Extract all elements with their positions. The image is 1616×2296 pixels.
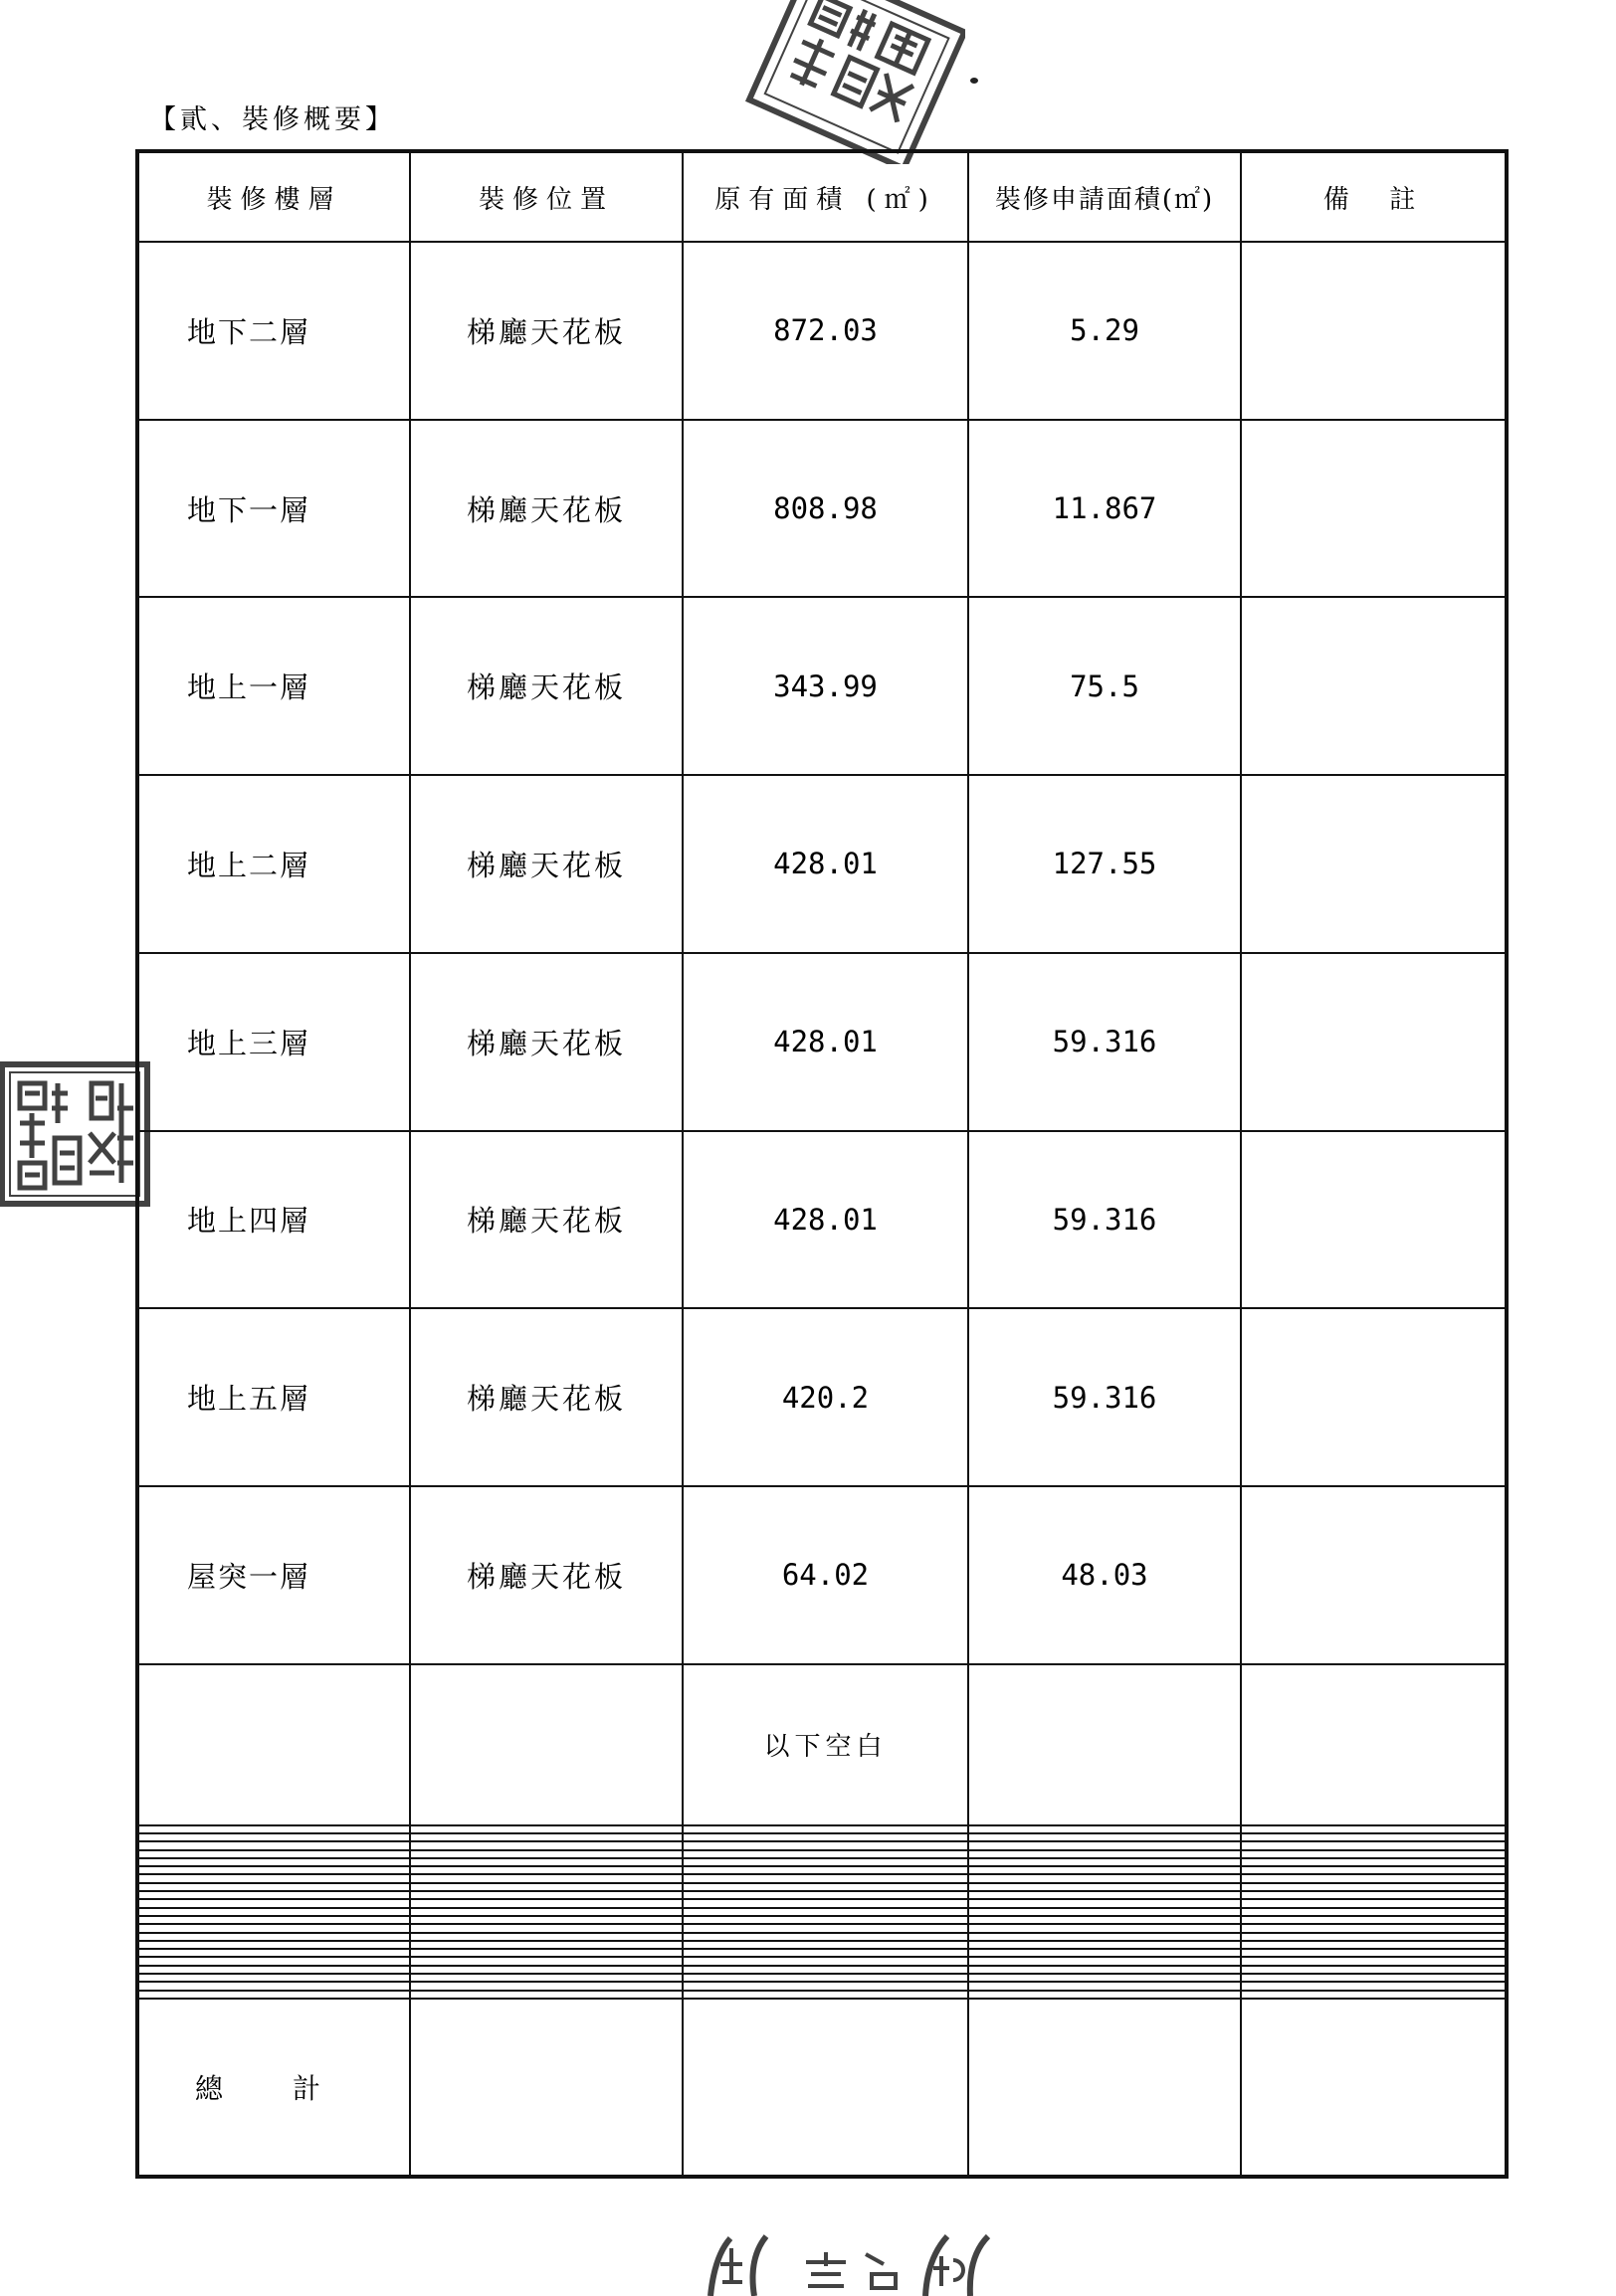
empty-cell <box>1241 1850 1507 1858</box>
empty-cell <box>683 1966 968 1974</box>
applied-area-cell: 127.55 <box>968 775 1241 953</box>
empty-cell <box>683 1833 968 1841</box>
position-cell: 梯廳天花板 <box>410 953 683 1131</box>
empty-cell <box>137 1883 410 1891</box>
empty-cell <box>683 1866 968 1874</box>
applied-area-cell: 5.29 <box>968 242 1241 420</box>
empty-cell <box>683 1949 968 1957</box>
floor-cell: 地下一層 <box>137 420 410 598</box>
empty-cell <box>968 1908 1241 1916</box>
empty-cell <box>137 1991 410 1999</box>
empty-cell <box>410 1941 683 1949</box>
empty-row <box>137 1966 1507 1974</box>
empty-row <box>137 1941 1507 1949</box>
empty-row <box>137 1891 1507 1899</box>
empty-row <box>137 1866 1507 1874</box>
original-area-cell: 872.03 <box>683 242 968 420</box>
floor-cell: 地上三層 <box>137 953 410 1131</box>
position-cell: 梯廳天花板 <box>410 420 683 598</box>
position-cell: 梯廳天花板 <box>410 1308 683 1486</box>
table-row <box>137 1308 1507 1486</box>
empty-cell <box>137 1850 410 1858</box>
empty-row <box>137 1841 1507 1849</box>
empty-cell <box>1241 1966 1507 1974</box>
table-header-row <box>137 151 1507 242</box>
empty-cell <box>410 1825 683 1833</box>
empty-cell <box>1241 1833 1507 1841</box>
empty-cell <box>410 1883 683 1891</box>
empty-cell <box>410 1858 683 1866</box>
remarks-cell <box>1241 1308 1507 1486</box>
empty-cell <box>1241 1891 1507 1899</box>
table-row <box>137 953 1507 1131</box>
empty-cell <box>137 1908 410 1916</box>
empty-row <box>137 1899 1507 1907</box>
remarks-cell <box>1241 1131 1507 1309</box>
empty-row <box>137 1874 1507 1882</box>
empty-cell <box>968 1966 1241 1974</box>
applied-area-cell: 59.316 <box>968 1308 1241 1486</box>
floor-cell: 地上五層 <box>137 1308 410 1486</box>
empty-cell <box>137 1891 410 1899</box>
blank-note-cell: 以下空白 <box>683 1664 968 1825</box>
empty-cell <box>683 1933 968 1941</box>
empty-cell <box>410 1991 683 1999</box>
empty-cell <box>683 1883 968 1891</box>
position-cell: 梯廳天花板 <box>410 242 683 420</box>
remarks-cell <box>1241 775 1507 953</box>
applied-area-cell: 11.867 <box>968 420 1241 598</box>
empty-cell <box>1241 1957 1507 1965</box>
empty-cell <box>968 1933 1241 1941</box>
empty-row <box>137 1916 1507 1924</box>
original-area-cell: 420.2 <box>683 1308 968 1486</box>
empty-cell <box>968 1974 1241 1982</box>
empty-cell <box>683 1825 968 1833</box>
empty-cell <box>683 1891 968 1899</box>
empty-cell <box>137 1899 410 1907</box>
empty-cell <box>410 1850 683 1858</box>
empty-row <box>137 1933 1507 1941</box>
empty-cell <box>410 1833 683 1841</box>
empty-cell <box>1241 1916 1507 1924</box>
position-cell: 梯廳天花板 <box>410 1131 683 1309</box>
empty-cell <box>410 1908 683 1916</box>
ink-speck <box>970 78 978 84</box>
position-cell: 梯廳天花板 <box>410 775 683 953</box>
empty-cell <box>410 1874 683 1882</box>
applied-area-cell: 75.5 <box>968 597 1241 775</box>
empty-cell <box>968 1874 1241 1882</box>
empty-cell <box>683 1916 968 1924</box>
seal-stamp-left <box>0 1058 151 1210</box>
empty-cell <box>137 1664 410 1825</box>
empty-row <box>137 1883 1507 1891</box>
blank-note-row <box>137 1664 1507 1825</box>
empty-cell <box>1241 1858 1507 1866</box>
empty-cell <box>968 1916 1241 1924</box>
applied-area-cell: 59.316 <box>968 1131 1241 1309</box>
empty-cell <box>137 1866 410 1874</box>
original-area-cell: 808.98 <box>683 420 968 598</box>
floor-cell: 地上一層 <box>137 597 410 775</box>
empty-cell <box>683 1874 968 1882</box>
empty-cell <box>683 1974 968 1982</box>
empty-cell <box>1241 1841 1507 1849</box>
empty-cell <box>683 1957 968 1965</box>
remarks-cell <box>1241 242 1507 420</box>
applied-area-cell: 48.03 <box>968 1486 1241 1664</box>
floor-cell: 地下二層 <box>137 242 410 420</box>
empty-cell <box>968 1858 1241 1866</box>
empty-cell <box>968 1664 1241 1825</box>
empty-cell <box>683 1899 968 1907</box>
total-row <box>137 1999 1507 2177</box>
empty-cell <box>1241 1874 1507 1882</box>
empty-cell <box>1241 1866 1507 1874</box>
empty-cell <box>1241 1899 1507 1907</box>
empty-cell <box>137 1933 410 1941</box>
empty-cell <box>968 1891 1241 1899</box>
empty-cell <box>410 1916 683 1924</box>
empty-cell <box>1241 1664 1507 1825</box>
empty-cell <box>683 1858 968 1866</box>
empty-cell <box>137 1874 410 1882</box>
empty-cell <box>968 1841 1241 1849</box>
empty-cell <box>1241 1924 1507 1932</box>
empty-cell <box>410 1866 683 1874</box>
empty-cell <box>1241 1933 1507 1941</box>
table-row <box>137 1131 1507 1309</box>
empty-row <box>137 1991 1507 1999</box>
empty-row <box>137 1850 1507 1858</box>
table-body <box>137 242 1507 2177</box>
floor-cell: 地上二層 <box>137 775 410 953</box>
empty-row <box>137 1949 1507 1957</box>
total-label: 總計 <box>137 1999 410 2177</box>
empty-row <box>137 1825 1507 1833</box>
position-cell: 梯廳天花板 <box>410 1486 683 1664</box>
header-applied-area: 裝修申請面積(㎡) <box>968 151 1241 242</box>
empty-row <box>137 1974 1507 1982</box>
empty-cell <box>968 1982 1241 1990</box>
empty-cell <box>968 1957 1241 1965</box>
remarks-cell <box>1241 953 1507 1131</box>
header-position: 裝修位置 <box>410 151 683 242</box>
empty-cell <box>968 1833 1241 1841</box>
empty-cell <box>137 1957 410 1965</box>
table-row <box>137 1486 1507 1664</box>
original-area-cell: 428.01 <box>683 775 968 953</box>
empty-cell <box>137 1941 410 1949</box>
header-remarks: 備 註 <box>1241 151 1507 242</box>
empty-cell <box>1241 1974 1507 1982</box>
empty-cell <box>410 1899 683 1907</box>
empty-cell <box>137 1825 410 1833</box>
empty-cell <box>137 1916 410 1924</box>
original-area-cell: 343.99 <box>683 597 968 775</box>
empty-cell <box>410 1949 683 1957</box>
empty-cell <box>410 1974 683 1982</box>
empty-row <box>137 1833 1507 1841</box>
empty-cell <box>410 1924 683 1932</box>
empty-cell <box>137 1982 410 1990</box>
empty-cell <box>410 1664 683 1825</box>
empty-cell <box>683 1941 968 1949</box>
empty-cell <box>968 1883 1241 1891</box>
empty-cell <box>137 1949 410 1957</box>
total-empty-cell <box>968 1999 1241 2177</box>
applied-area-cell: 59.316 <box>968 953 1241 1131</box>
original-area-cell: 64.02 <box>683 1486 968 1664</box>
empty-cell <box>1241 1908 1507 1916</box>
empty-cell <box>410 1933 683 1941</box>
empty-row <box>137 1908 1507 1916</box>
remarks-cell <box>1241 420 1507 598</box>
empty-cell <box>137 1966 410 1974</box>
total-empty-cell <box>410 1999 683 2177</box>
empty-cell <box>968 1949 1241 1957</box>
empty-cell <box>683 1991 968 1999</box>
empty-cell <box>683 1982 968 1990</box>
empty-cell <box>968 1924 1241 1932</box>
total-empty-cell <box>683 1999 968 2177</box>
empty-cell <box>968 1825 1241 1833</box>
empty-row <box>137 1858 1507 1866</box>
empty-cell <box>137 1841 410 1849</box>
original-area-cell: 428.01 <box>683 953 968 1131</box>
empty-cell <box>1241 1949 1507 1957</box>
total-empty-cell <box>1241 1999 1507 2177</box>
empty-cell <box>410 1841 683 1849</box>
empty-cell <box>683 1841 968 1849</box>
floor-cell: 屋突一層 <box>137 1486 410 1664</box>
header-floor: 裝修樓層 <box>137 151 410 242</box>
empty-cell <box>968 1866 1241 1874</box>
empty-cell <box>968 1941 1241 1949</box>
empty-cell <box>1241 1941 1507 1949</box>
empty-cell <box>410 1891 683 1899</box>
empty-cell <box>968 1991 1241 1999</box>
remarks-cell <box>1241 1486 1507 1664</box>
position-cell: 梯廳天花板 <box>410 597 683 775</box>
empty-cell <box>137 1974 410 1982</box>
table-row <box>137 775 1507 953</box>
original-area-cell: 428.01 <box>683 1131 968 1309</box>
empty-cell <box>968 1899 1241 1907</box>
empty-cell <box>683 1850 968 1858</box>
office-stamp-bottom <box>697 2234 995 2296</box>
empty-cell <box>137 1833 410 1841</box>
empty-cell <box>683 1908 968 1916</box>
remarks-cell <box>1241 597 1507 775</box>
table-row <box>137 242 1507 420</box>
empty-row <box>137 1957 1507 1965</box>
renovation-summary-table <box>135 149 1509 2179</box>
empty-cell <box>1241 1982 1507 1990</box>
empty-cell <box>410 1982 683 1990</box>
table-row <box>137 597 1507 775</box>
empty-cell <box>1241 1825 1507 1833</box>
seal-stamp-top <box>736 0 965 164</box>
empty-row <box>137 1982 1507 1990</box>
empty-cell <box>410 1966 683 1974</box>
empty-cell <box>968 1850 1241 1858</box>
header-original-area: 原有面積 (㎡) <box>683 151 968 242</box>
empty-cell <box>1241 1883 1507 1891</box>
empty-row <box>137 1924 1507 1932</box>
table-row <box>137 420 1507 598</box>
section-title: 【貳、裝修概要】 <box>149 104 396 135</box>
empty-cell <box>137 1924 410 1932</box>
empty-cell <box>137 1858 410 1866</box>
empty-cell <box>410 1957 683 1965</box>
empty-cell <box>1241 1991 1507 1999</box>
empty-cell <box>683 1924 968 1932</box>
floor-cell: 地上四層 <box>137 1131 410 1309</box>
